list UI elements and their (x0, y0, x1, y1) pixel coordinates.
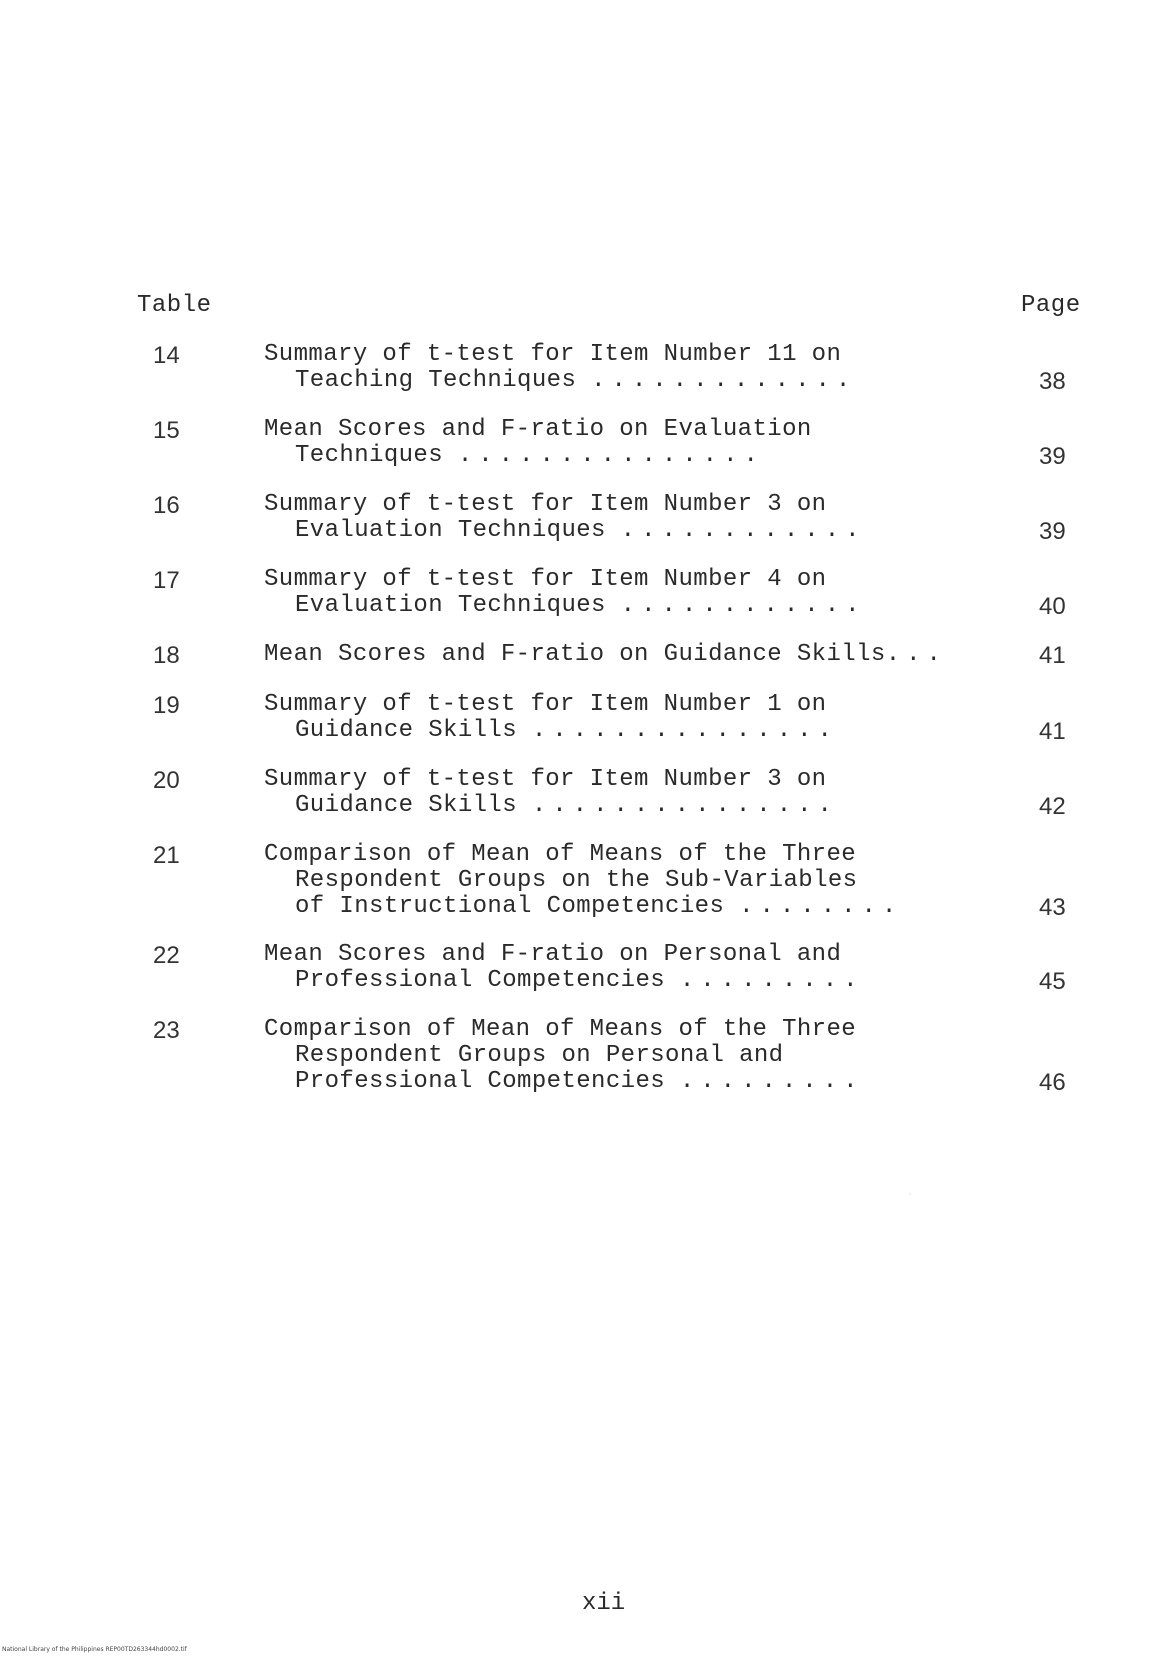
title-line (264, 968, 864, 994)
title-line (264, 593, 866, 619)
title-line: Summary of t-test for Item Number 11 on (264, 341, 842, 368)
title-line (264, 718, 838, 744)
leader-dots: ......... (679, 967, 864, 994)
page-number: 39 (1039, 518, 1066, 545)
leader-dots: ............... (457, 442, 764, 469)
title-line (264, 793, 838, 819)
table-number: 19 (153, 692, 180, 719)
title-text: Professional Competencies (295, 967, 666, 994)
table-number: 21 (153, 842, 180, 869)
leader-dots: ............. (591, 367, 857, 394)
table-number: 17 (153, 567, 180, 594)
table-title (264, 642, 947, 668)
table-title (264, 842, 902, 920)
page-number: 38 (1039, 368, 1066, 395)
title-line (264, 518, 866, 544)
table-number: 20 (153, 767, 180, 794)
leader-dots: ............ (620, 592, 866, 619)
table-number: 16 (153, 492, 180, 519)
title-text: Teaching Techniques (295, 367, 577, 394)
folio-page-number: xii (582, 1590, 626, 1617)
title-line: Summary of t-test for Item Number 4 on (264, 566, 827, 593)
table-title (264, 342, 856, 394)
title-text: Guidance Skills (295, 792, 518, 819)
page-number: 43 (1039, 894, 1066, 921)
title-line (264, 642, 947, 668)
table-title (264, 767, 838, 819)
page-column-header: Page (1021, 292, 1081, 319)
title-line: Mean Scores and F-ratio on Personal and (264, 941, 842, 968)
table-number: 18 (153, 642, 180, 669)
leader-dots: ... (885, 641, 947, 668)
page-number: 41 (1039, 718, 1066, 745)
table-number: 22 (153, 942, 180, 969)
scan-footer-note: National Library of the Philippines REP00TD263344hd0002.tif (2, 1646, 187, 1653)
table-title (264, 942, 864, 994)
title-line: Respondent Groups on the Sub-Variables (295, 867, 858, 894)
title-text: of Instructional Competencies (295, 893, 725, 920)
leader-dots: ........ (739, 893, 903, 920)
table-title (264, 492, 866, 544)
title-text: Professional Competencies (295, 1068, 666, 1095)
title-text: Evaluation Techniques (295, 592, 606, 619)
page-number: 42 (1039, 793, 1066, 820)
title-line: Respondent Groups on Personal and (295, 1042, 784, 1069)
title-line (264, 1069, 864, 1095)
page-number: 46 (1039, 1069, 1066, 1096)
title-text: Mean Scores and F-ratio on Guidance Skills (264, 641, 886, 668)
table-number: 23 (153, 1017, 180, 1044)
title-line (264, 894, 902, 920)
table-title (264, 567, 866, 619)
leader-dots: ......... (679, 1068, 864, 1095)
title-line: Comparison of Mean of Means of the Three (264, 841, 857, 868)
table-number: 14 (153, 342, 180, 369)
leader-dots: ............... (531, 792, 838, 819)
leader-dots: ............... (531, 717, 838, 744)
table-column-header: Table (137, 292, 212, 319)
title-line: Summary of t-test for Item Number 3 on (264, 766, 827, 793)
title-line (264, 368, 856, 394)
title-line (264, 443, 812, 469)
table-title (264, 1017, 864, 1095)
title-text: Techniques (295, 442, 444, 469)
title-line: Comparison of Mean of Means of the Three (264, 1016, 857, 1043)
title-text: Guidance Skills (295, 717, 518, 744)
table-title (264, 692, 838, 744)
page-number: 40 (1039, 593, 1066, 620)
page-number: 39 (1039, 443, 1066, 470)
table-title (264, 417, 812, 469)
title-line: Mean Scores and F-ratio on Evaluation (264, 416, 812, 443)
title-line: Summary of t-test for Item Number 1 on (264, 691, 827, 718)
title-line: Summary of t-test for Item Number 3 on (264, 491, 827, 518)
page-number: 41 (1039, 642, 1066, 669)
leader-dots: ............ (620, 517, 866, 544)
table-number: 15 (153, 417, 180, 444)
title-text: Evaluation Techniques (295, 517, 606, 544)
page-number: 45 (1039, 968, 1066, 995)
